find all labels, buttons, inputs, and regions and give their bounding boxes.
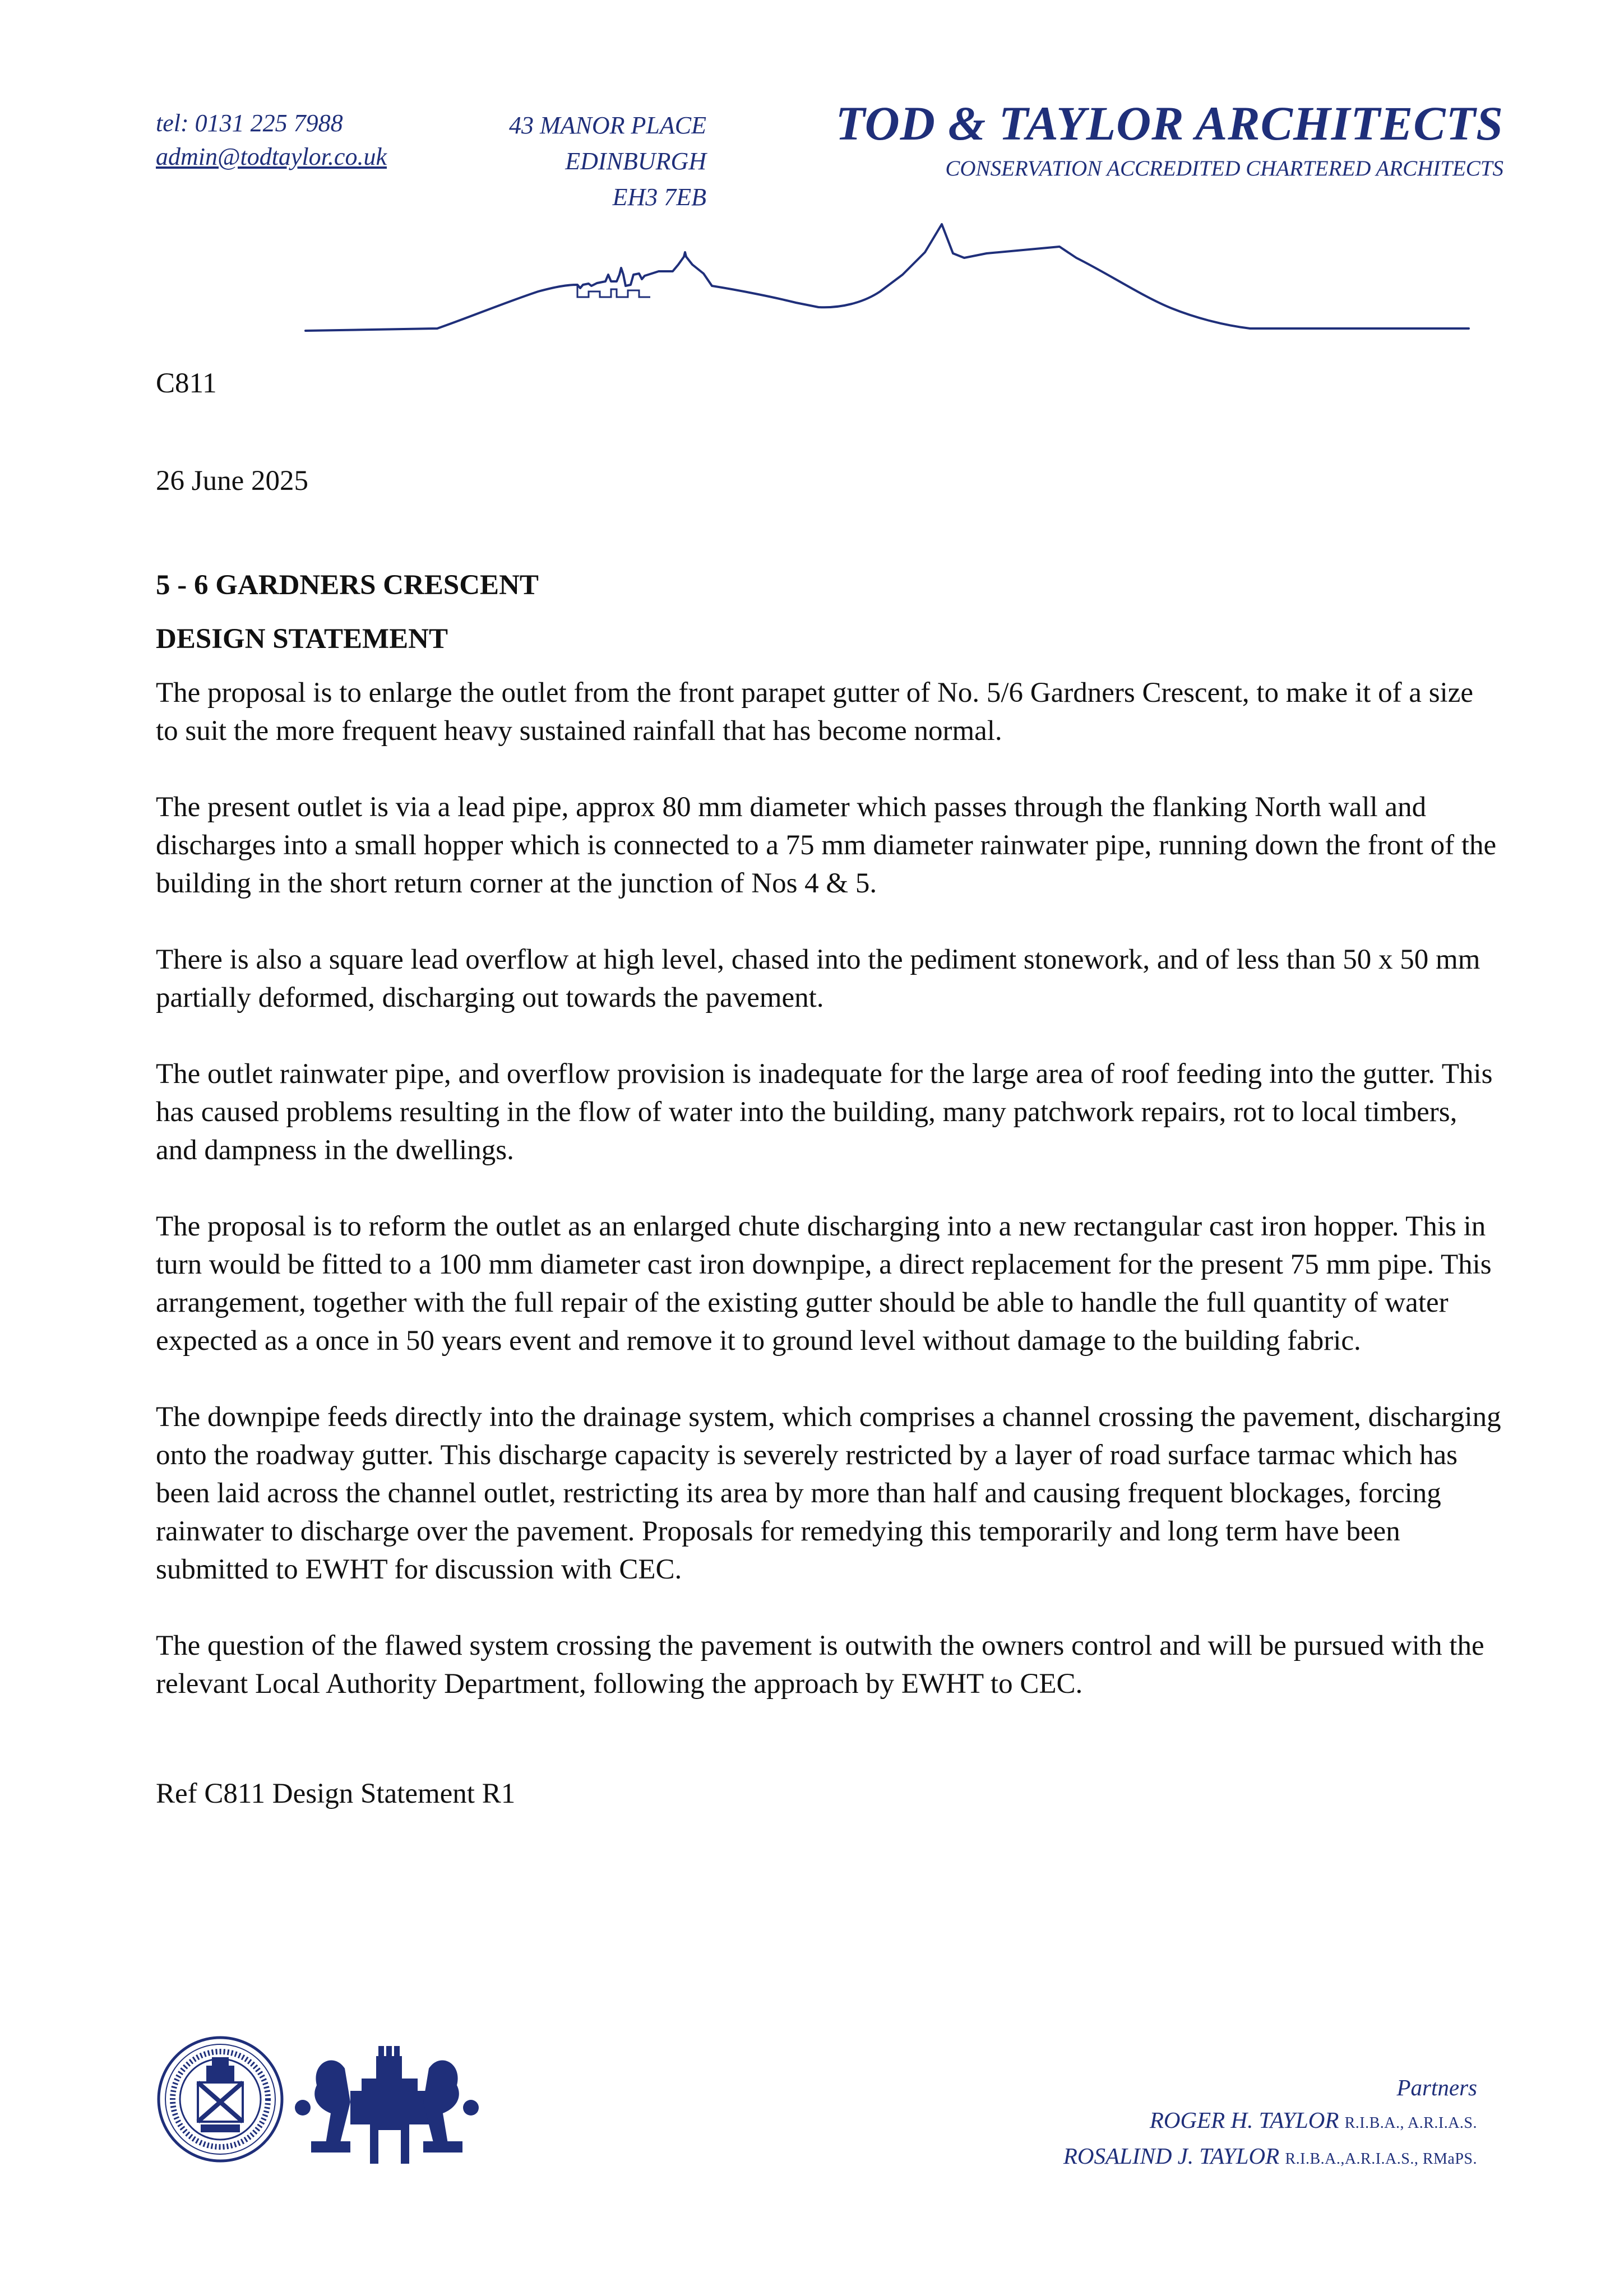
- edinburgh-skyline-logo: [0, 213, 1624, 336]
- firm-subtitle: CONSERVATION ACCREDITED CHARTERED ARCHITECTS: [945, 156, 1503, 180]
- firm-name: TOD & TAYLOR ARCHITECTS: [835, 96, 1503, 150]
- paragraph-5: The proposal is to reform the outlet as an enlarged chute discharging into a new rectangular cast iron hopper. This in turn would be fitted to a 100 mm diameter cast iron downpipe, a direct replacement for the present 75 mm pipe. This arrangement, together with the full repair of the existing gutter should be able to handle the full quantity of water expected as a once in 50 years event and remove it to ground level without damage to the building fabric.: [156, 1211, 1492, 1357]
- paragraph-2: The present outlet is via a lead pipe, approx 80 mm diameter which passes through the flanking North wall and discharges into a small hopper which is connected to a 75 mm diameter rainwater pipe, running down the front of the building in the short return corner at the junction of Nos 4 & 5.: [156, 791, 1497, 899]
- partner-1: [1063, 2104, 1477, 2140]
- email-link[interactable]: admin@todtaylor.co.uk: [156, 143, 387, 170]
- paragraph-4: The outlet rainwater pipe, and overflow provision is inadequate for the large area of roof feeding into the gutter. This has caused problems resulting in the flow of water into the building, many patchwork repairs, rot to local timbers, and dampness in the dwellings.: [156, 1058, 1493, 1166]
- paragraph-1: The proposal is to enlarge the outlet from the front parapet gutter of No. 5/6 Gardners Crescent, to make it of a size to suit the more frequent heavy sustained rainfall that has become normal.: [156, 677, 1473, 747]
- heraldic-crest-icon: [294, 2040, 479, 2169]
- partner-1-quals: R.I.B.A., A.R.I.A.S.: [1344, 2114, 1477, 2132]
- paragraph-3: There is also a square lead overflow at high level, chased into the pediment stonework, and of less than 50 x 50 mm partially deformed, discharging out towards the pavement.: [156, 944, 1480, 1013]
- partner-2-name: ROSALIND J. TAYLOR: [1063, 2143, 1280, 2169]
- statement-heading: DESIGN STATEMENT: [156, 623, 448, 655]
- property-heading: 5 - 6 GARDNERS CRESCENT: [156, 570, 539, 601]
- address-line-3: EH3 7EB: [612, 183, 706, 211]
- telephone: tel: 0131 225 7988: [156, 109, 343, 137]
- partners-label: Partners: [1396, 2075, 1477, 2100]
- address-line-2: EDINBURGH: [565, 147, 706, 175]
- paragraph-7: The question of the flawed system crossing the pavement is outwith the owners control and will be pursued with the relevant Local Authority Department, following the approach by EWHT to CEC.: [156, 1630, 1484, 1700]
- paragraph-6: The downpipe feeds directly into the drainage system, which comprises a channel crossing the pavement, discharging onto the roadway gutter. This discharge capacity is severely restricted by a layer of road surface tarmac which has been laid across the channel outlet, restricting its area by more than half and causing frequent blockages, forcing rainwater to discharge over the pavement. Proposals for remedying this temporarily and long term have been submitted to EWHT for discussion with CEC.: [156, 1401, 1501, 1585]
- partner-2: [1063, 2140, 1477, 2175]
- address-block: [437, 108, 706, 215]
- rias-seal-icon: [156, 2035, 285, 2164]
- partner-1-name: ROGER H. TAYLOR: [1149, 2107, 1339, 2133]
- address-line-1: 43 MANOR PLACE: [509, 112, 706, 139]
- letter-date: 26 June 2025: [156, 465, 308, 497]
- contact-block: [156, 107, 387, 174]
- letter-body: [156, 364, 1501, 1813]
- document-reference: Ref C811 Design Statement R1: [156, 1778, 516, 1809]
- partner-2-quals: R.I.B.A.,A.R.I.A.S., RMaPS.: [1285, 2150, 1477, 2168]
- partners-block: [1063, 2071, 1477, 2175]
- firm-block: [836, 95, 1503, 183]
- reference-number: C811: [156, 368, 217, 399]
